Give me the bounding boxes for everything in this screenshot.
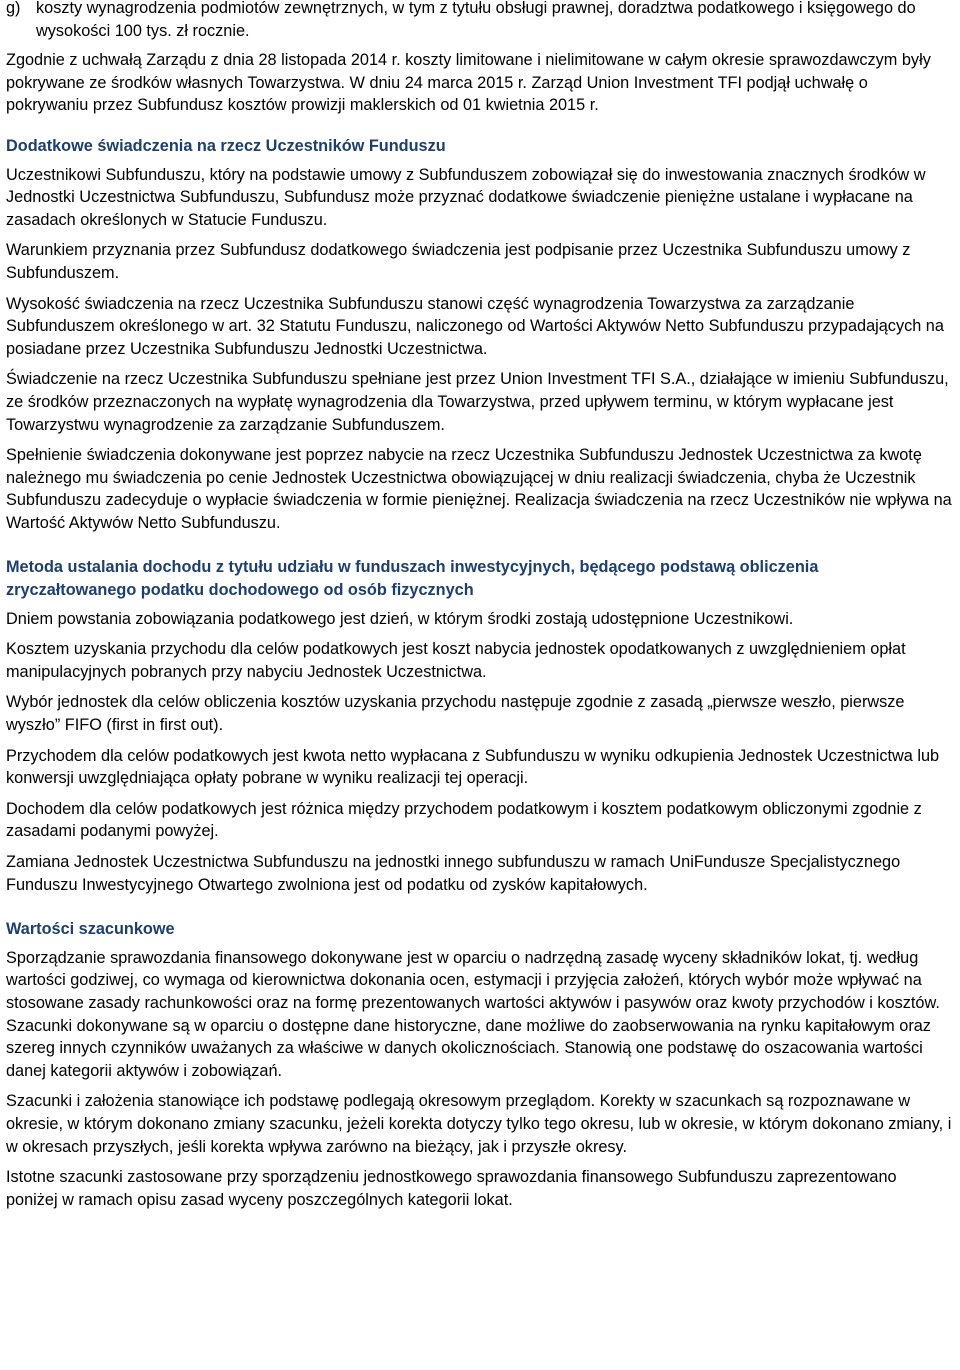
paragraph: Przychodem dla celów podatkowych jest kwota netto wypłacana z Subfunduszu w wyniku odkupienia Jednostek Uczestnictwa lub konwersji uwzględniająca opłaty pobrane w wyniku realizacji tej operacji. [6, 746, 940, 788]
paragraph: Istotne szacunki zastosowane przy sporządzeniu jednostkowego sprawozdania finansowego Subfunduszu zaprezentowano poniżej w ramach opisu zasad wyceny poszczególnych kategorii lokat. [6, 1168, 897, 1209]
paragraph: Dniem powstania zobowiązania podatkowego jest dzień, w którym środki zostają udostępnione Uczestnikowi. [6, 609, 794, 628]
section-heading: Metoda ustalania dochodu z tytułu udziału w funduszach inwestycyjnych, będącego podstawą obliczenia zryczałtowanego podatku dochodowego od osób fizycznych [6, 558, 819, 600]
paragraph: Sporządzanie sprawozdania finansowego dokonywane jest w oparciu o nadrzędną zasadę wyceny składników lokat, tj. według wartości godziwej, co wymaga od kierownictwa dokonania ocen, estymacji i przyjęcia założeń, których wybór może wpływać na stosowane zasady rachunkowości oraz na formę prezentowanych wartości aktywów i pasywów oraz kwoty przychodów i kosztów. Szacunki dokonywane są w oparciu o dostępne dane historyczne, dane możliwe do zaobserwowania na rynku kapitałowym oraz szereg innych czynników uważanych za właściwe w danych okolicznościach. Stanowią one podstawę do oszacowania wartości danej kategorii aktywów i zobowiązań. [6, 948, 940, 1080]
paragraph: Kosztem uzyskania przychodu dla celów podatkowych jest koszt nabycia jednostek opodatkowanych z uwzględnieniem opłat manipulacyjnych pobranych przy nabyciu Jednostek Uczestnictwa. [6, 640, 906, 681]
paragraph: Uczestnikowi Subfunduszu, który na podstawie umowy z Subfunduszem zobowiązał się do inwestowania znacznych środków w Jednostki Uczestnictwa Subfunduszu, Subfundusz może przyznać dodatkowe świadczenie pieniężne ustalane i wypłacane na zasadach określonych w Statucie Funduszu. [6, 165, 926, 229]
document-page [6, 0, 952, 1219]
paragraph: Zamiana Jednostek Uczestnictwa Subfunduszu na jednostki innego subfunduszu w ramach UniFundusze Specjalistycznego Funduszu Inwestycyjnego Otwartego zwolniona jest od podatku od zysków kapitałowych. [6, 853, 901, 894]
paragraph: Dochodem dla celów podatkowych jest różnica między przychodem podatkowym i kosztem podatkowym obliczonymi zgodnie z zasadami podanymi powyżej. [6, 799, 922, 841]
section-heading: Wartości szacunkowe [6, 920, 175, 939]
list-item-text: koszty wynagrodzenia podmiotów zewnętrznych, w tym z tytułu obsługi prawnej, doradztwa podatkowego i księgowego do wysokości 100 tys. zł rocznie. [36, 0, 916, 40]
section-estimates [6, 918, 952, 1211]
paragraph: Wybór jednostek dla celów obliczenia kosztów uzyskania przychodu następuje zgodnie z zasadą „pierwsze weszło, pierwsze wyszło” FIFO (first in first out). [6, 693, 905, 735]
paragraph: Spełnienie świadczenia dokonywane jest poprzez nabycie na rzecz Uczestnika Subfunduszu Jednostek Uczestnictwa za kwotę należnego mu świadczenia po cenie Jednostek Uczestnictwa obowiązującej w dniu realizacji świadczenia, chyba że Uczestnik Subfunduszu zadecyduje o wypłacie świadczenia w formie pieniężnej. Realizacja świadczenia na rzecz Uczestników nie wpływa na Wartość Aktywów Netto Subfunduszu. [6, 446, 952, 532]
paragraph: Wysokość świadczenia na rzecz Uczestnika Subfunduszu stanowi część wynagrodzenia Towarzystwa za zarządzanie Subfunduszem określonego w art. 32 Statutu Funduszu, naliczonego od Wartości Aktywów Netto Subfunduszu przypadających na posiadane przez Uczestnika Subfunduszu Jednostki Uczestnictwa. [6, 294, 944, 358]
list-item-g [6, 0, 952, 42]
intro-paragraph: Zgodnie z uchwałą Zarządu z dnia 28 listopada 2014 r. koszty limitowane i nielimitowane w całym okresie sprawozdawczym były pokrywane ze środków własnych Towarzystwa. W dniu 24 marca 2015 r. Zarząd Union Investment TFI podjął uchwałę o pokrywaniu przez Subfundusz kosztów prowizji maklerskich od 01 kwietnia 2015 r. [6, 51, 931, 115]
paragraph: Świadczenie na rzecz Uczestnika Subfunduszu spełniane jest przez Union Investment TFI S.A., działające w imieniu Subfunduszu, ze środków przeznaczonych na wypłatę wynagrodzenia dla Towarzystwa, przed upływem terminu, w którym wypłacane jest Towarzystwu wynagrodzenie za zarządzanie Subfunduszem. [6, 370, 949, 434]
paragraph: Szacunki i założenia stanowiące ich podstawę podlegają okresowym przeglądom. Korekty w szacunkach są rozpoznawane w okresie, w którym dokonano zmiany szacunku, jeżeli korekta dotyczy tylko tego okresu, lub w okresie, w którym dokonano zmiany, i w okresach przyszłych, jeśli korekta wpływa zarówno na bieżący, jak i przyszłe okresy. [6, 1092, 952, 1156]
section-income-method [6, 556, 952, 896]
list-marker: g) [6, 0, 21, 17]
section-heading: Dodatkowe świadczenia na rzecz Uczestników Funduszu [6, 136, 446, 155]
section-additional-benefits [6, 135, 952, 535]
paragraph: Warunkiem przyznania przez Subfundusz dodatkowego świadczenia jest podpisanie przez Uczestnika Subfunduszu umowy z Subfunduszem. [6, 241, 911, 282]
